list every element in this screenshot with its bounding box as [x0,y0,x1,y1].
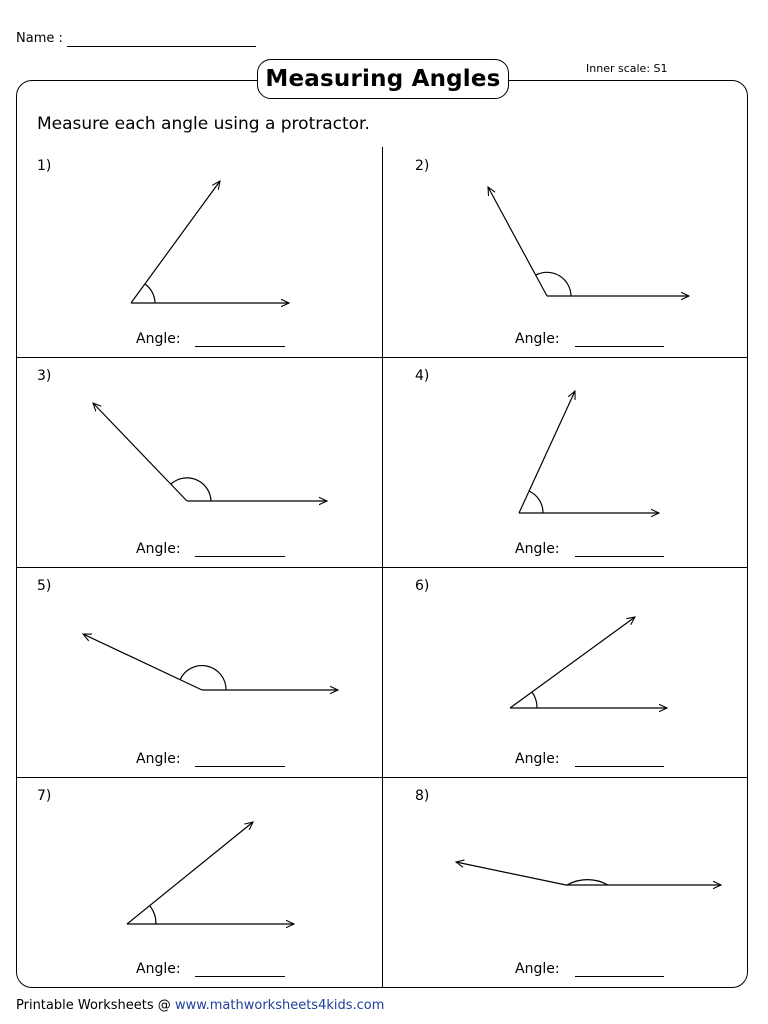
answer-blank[interactable] [575,766,664,767]
answer-blank[interactable] [195,346,285,347]
answer-blank[interactable] [195,766,285,767]
worksheet-title: Measuring Angles [257,59,509,99]
name-label: Name : [16,31,63,46]
instructions: Measure each angle using a protractor. [37,114,370,134]
problem-number: 1) [37,158,52,174]
row-divider-1 [17,357,747,358]
footer [16,998,384,1013]
angle-answer-label: Angle: [515,541,560,557]
name-line [67,46,256,47]
problem-number: 4) [415,368,430,384]
problem-number: 7) [37,788,52,804]
problem-number: 2) [415,158,430,174]
footer-link[interactable]: www.mathworksheets4kids.com [174,998,385,1013]
angle-answer-label: Angle: [515,961,560,977]
angle-answer-label: Angle: [136,751,181,767]
angle-answer-label: Angle: [136,331,181,347]
row-divider-3 [17,777,747,778]
angle-answer-label: Angle: [136,961,181,977]
answer-blank[interactable] [195,556,285,557]
answer-blank[interactable] [575,976,664,977]
problem-number: 8) [415,788,430,804]
row-divider-2 [17,567,747,568]
angle-answer-label: Angle: [515,331,560,347]
problem-number: 3) [37,368,52,384]
problem-number: 6) [415,578,430,594]
answer-blank[interactable] [575,556,664,557]
scale-label: Inner scale: S1 [586,62,668,75]
answer-blank[interactable] [575,346,664,347]
footer-prefix: Printable Worksheets @ [16,998,175,1013]
angle-answer-label: Angle: [136,541,181,557]
angle-answer-label: Angle: [515,751,560,767]
answer-blank[interactable] [195,976,285,977]
problem-number: 5) [37,578,52,594]
